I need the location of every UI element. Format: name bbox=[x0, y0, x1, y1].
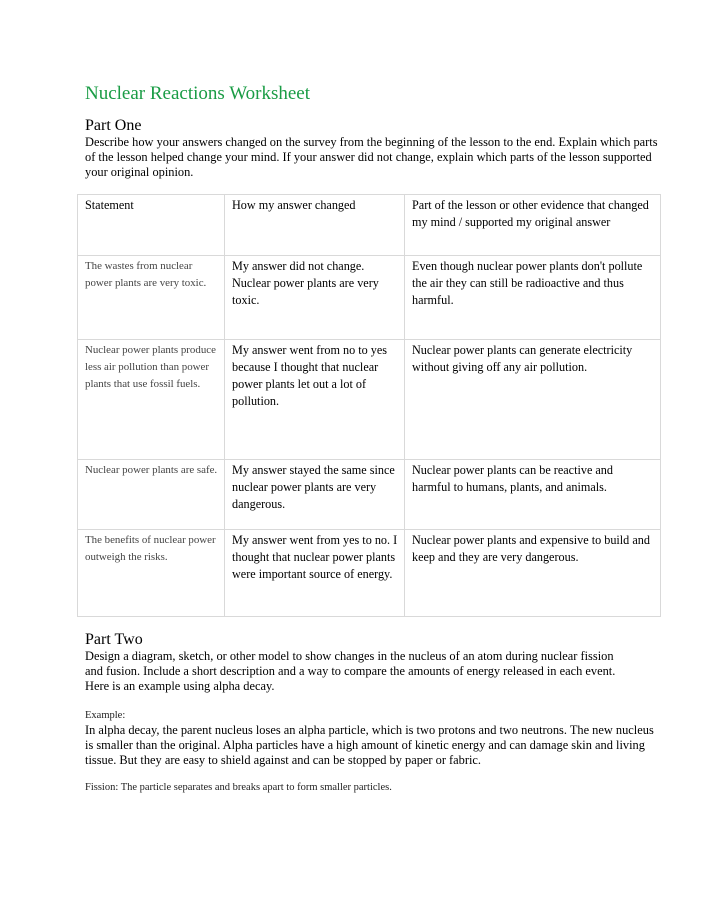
statement-cell: The wastes from nuclear power plants are very toxic. bbox=[78, 256, 225, 340]
evidence-cell: Even though nuclear power plants don't pollute the air they can still be radioactive and thus harmful. bbox=[405, 256, 661, 340]
answer-change-cell: My answer went from yes to no. I thought that nuclear power plants were important source of energy. bbox=[225, 530, 405, 617]
statement-cell: The benefits of nuclear power outweigh the risks. bbox=[78, 530, 225, 617]
table-row bbox=[78, 340, 661, 460]
table-row bbox=[78, 530, 661, 617]
part-two-instructions: Design a diagram, sketch, or other model to show changes in the nucleus of an atom during nuclear fission and fusion. Include a short description and a way to compare the amounts of energy released in each event. Here is an example using alpha decay. bbox=[85, 649, 616, 693]
table-header-cell: Statement bbox=[78, 195, 225, 256]
evidence-cell: Nuclear power plants can generate electricity without giving off any air pollution. bbox=[405, 340, 661, 460]
statement-cell: Nuclear power plants are safe. bbox=[78, 460, 225, 530]
evidence-cell: Nuclear power plants and expensive to build and keep and they are very dangerous. bbox=[405, 530, 661, 617]
example-text: In alpha decay, the parent nucleus loses an alpha particle, which is two protons and two neutrons. The new nucleus is smaller than the original. Alpha particles have a high amount of kinetic energy and can damage skin and living tissue. But they are easy to shield against and can be stopped by paper or fabric. bbox=[85, 723, 654, 767]
answer-change-cell: My answer did not change. Nuclear power plants are very toxic. bbox=[225, 256, 405, 340]
fission-text: Fission: The particle separates and breaks apart to form smaller particles. bbox=[85, 782, 392, 793]
table-row bbox=[78, 460, 661, 530]
table-row bbox=[78, 256, 661, 340]
table-header-row bbox=[78, 195, 661, 256]
table-header-cell: Part of the lesson or other evidence that changed my mind / supported my original answer bbox=[405, 195, 661, 256]
table-header-cell: How my answer changed bbox=[225, 195, 405, 256]
survey-table bbox=[77, 194, 661, 617]
part-one-instructions: Describe how your answers changed on the survey from the beginning of the lesson to the end. Explain which parts of the lesson helped change your mind. If your answer did not change, explain which parts of the lesson supported your original opinion. bbox=[85, 135, 658, 179]
answer-change-cell: My answer went from no to yes because I thought that nuclear power plants let out a lot of pollution. bbox=[225, 340, 405, 460]
worksheet-title: Nuclear Reactions Worksheet bbox=[85, 83, 310, 104]
answer-change-cell: My answer stayed the same since nuclear power plants are very dangerous. bbox=[225, 460, 405, 530]
statement-cell: Nuclear power plants produce less air pollution than power plants that use fossil fuels. bbox=[78, 340, 225, 460]
part-two-heading: Part Two bbox=[85, 631, 143, 648]
example-label: Example: bbox=[85, 710, 126, 721]
evidence-cell: Nuclear power plants can be reactive and harmful to humans, plants, and animals. bbox=[405, 460, 661, 530]
part-one-heading: Part One bbox=[85, 117, 142, 134]
